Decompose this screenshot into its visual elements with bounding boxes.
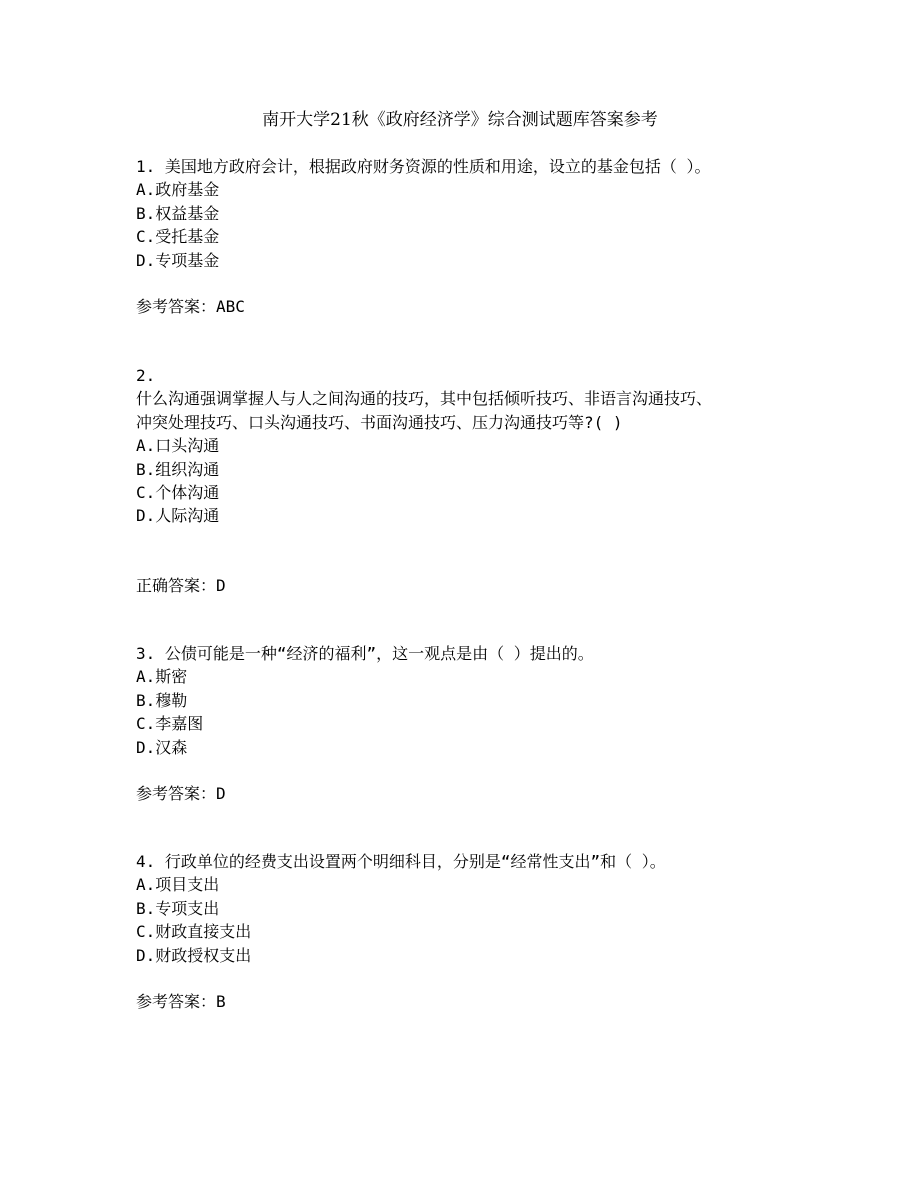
option-b: B.穆勒: [136, 690, 188, 710]
option-d: D.汉森: [136, 737, 188, 757]
question-2: [136, 364, 796, 528]
answer-1: 参考答案：ABC: [136, 297, 245, 316]
option-c: C.财政直接支出: [136, 922, 252, 942]
question-stem: 3. 公债可能是一种“经济的福利”，这一观点是由（ ）提出的。: [136, 644, 594, 663]
question-stem: 4. 行政单位的经费支出设置两个明细科目，分别是“经常性支出”和（ ）。: [136, 852, 666, 871]
option-a: A.项目支出: [136, 875, 220, 895]
option-a: A.斯密: [136, 667, 188, 687]
option-c: C.个体沟通: [136, 482, 220, 502]
question-number: 2.: [136, 366, 156, 385]
option-b: B.权益基金: [136, 203, 220, 223]
option-b: B.组织沟通: [136, 459, 220, 479]
question-stem: 1. 美国地方政府会计，根据政府财务资源的性质和用途，设立的基金包括（ ）。: [136, 157, 711, 176]
question-stem: 什么沟通强调掌握人与人之间沟通的技巧，其中包括倾听技巧、非语言沟通技巧、: [136, 389, 713, 409]
option-c: C.李嘉图: [136, 714, 204, 734]
option-a: A.政府基金: [136, 180, 220, 200]
answer-4: 参考答案：B: [136, 992, 226, 1011]
option-d: D.人际沟通: [136, 506, 220, 526]
question-4: [136, 850, 796, 967]
answer-2: 正确答案：D: [136, 576, 226, 595]
answer-3: 参考答案：D: [136, 784, 226, 803]
question-1: [136, 155, 796, 272]
option-c: C.受托基金: [136, 227, 220, 247]
option-a: A.口头沟通: [136, 436, 220, 456]
question-3: [136, 642, 796, 759]
page-title: 南开大学21秋《政府经济学》综合测试题库答案参考: [262, 110, 658, 130]
question-stem-continued: 冲突处理技巧、口头沟通技巧、书面沟通技巧、压力沟通技巧等?( ): [136, 412, 623, 432]
option-d: D.专项基金: [136, 250, 220, 270]
option-d: D.财政授权支出: [136, 945, 252, 965]
option-b: B.专项支出: [136, 898, 220, 918]
